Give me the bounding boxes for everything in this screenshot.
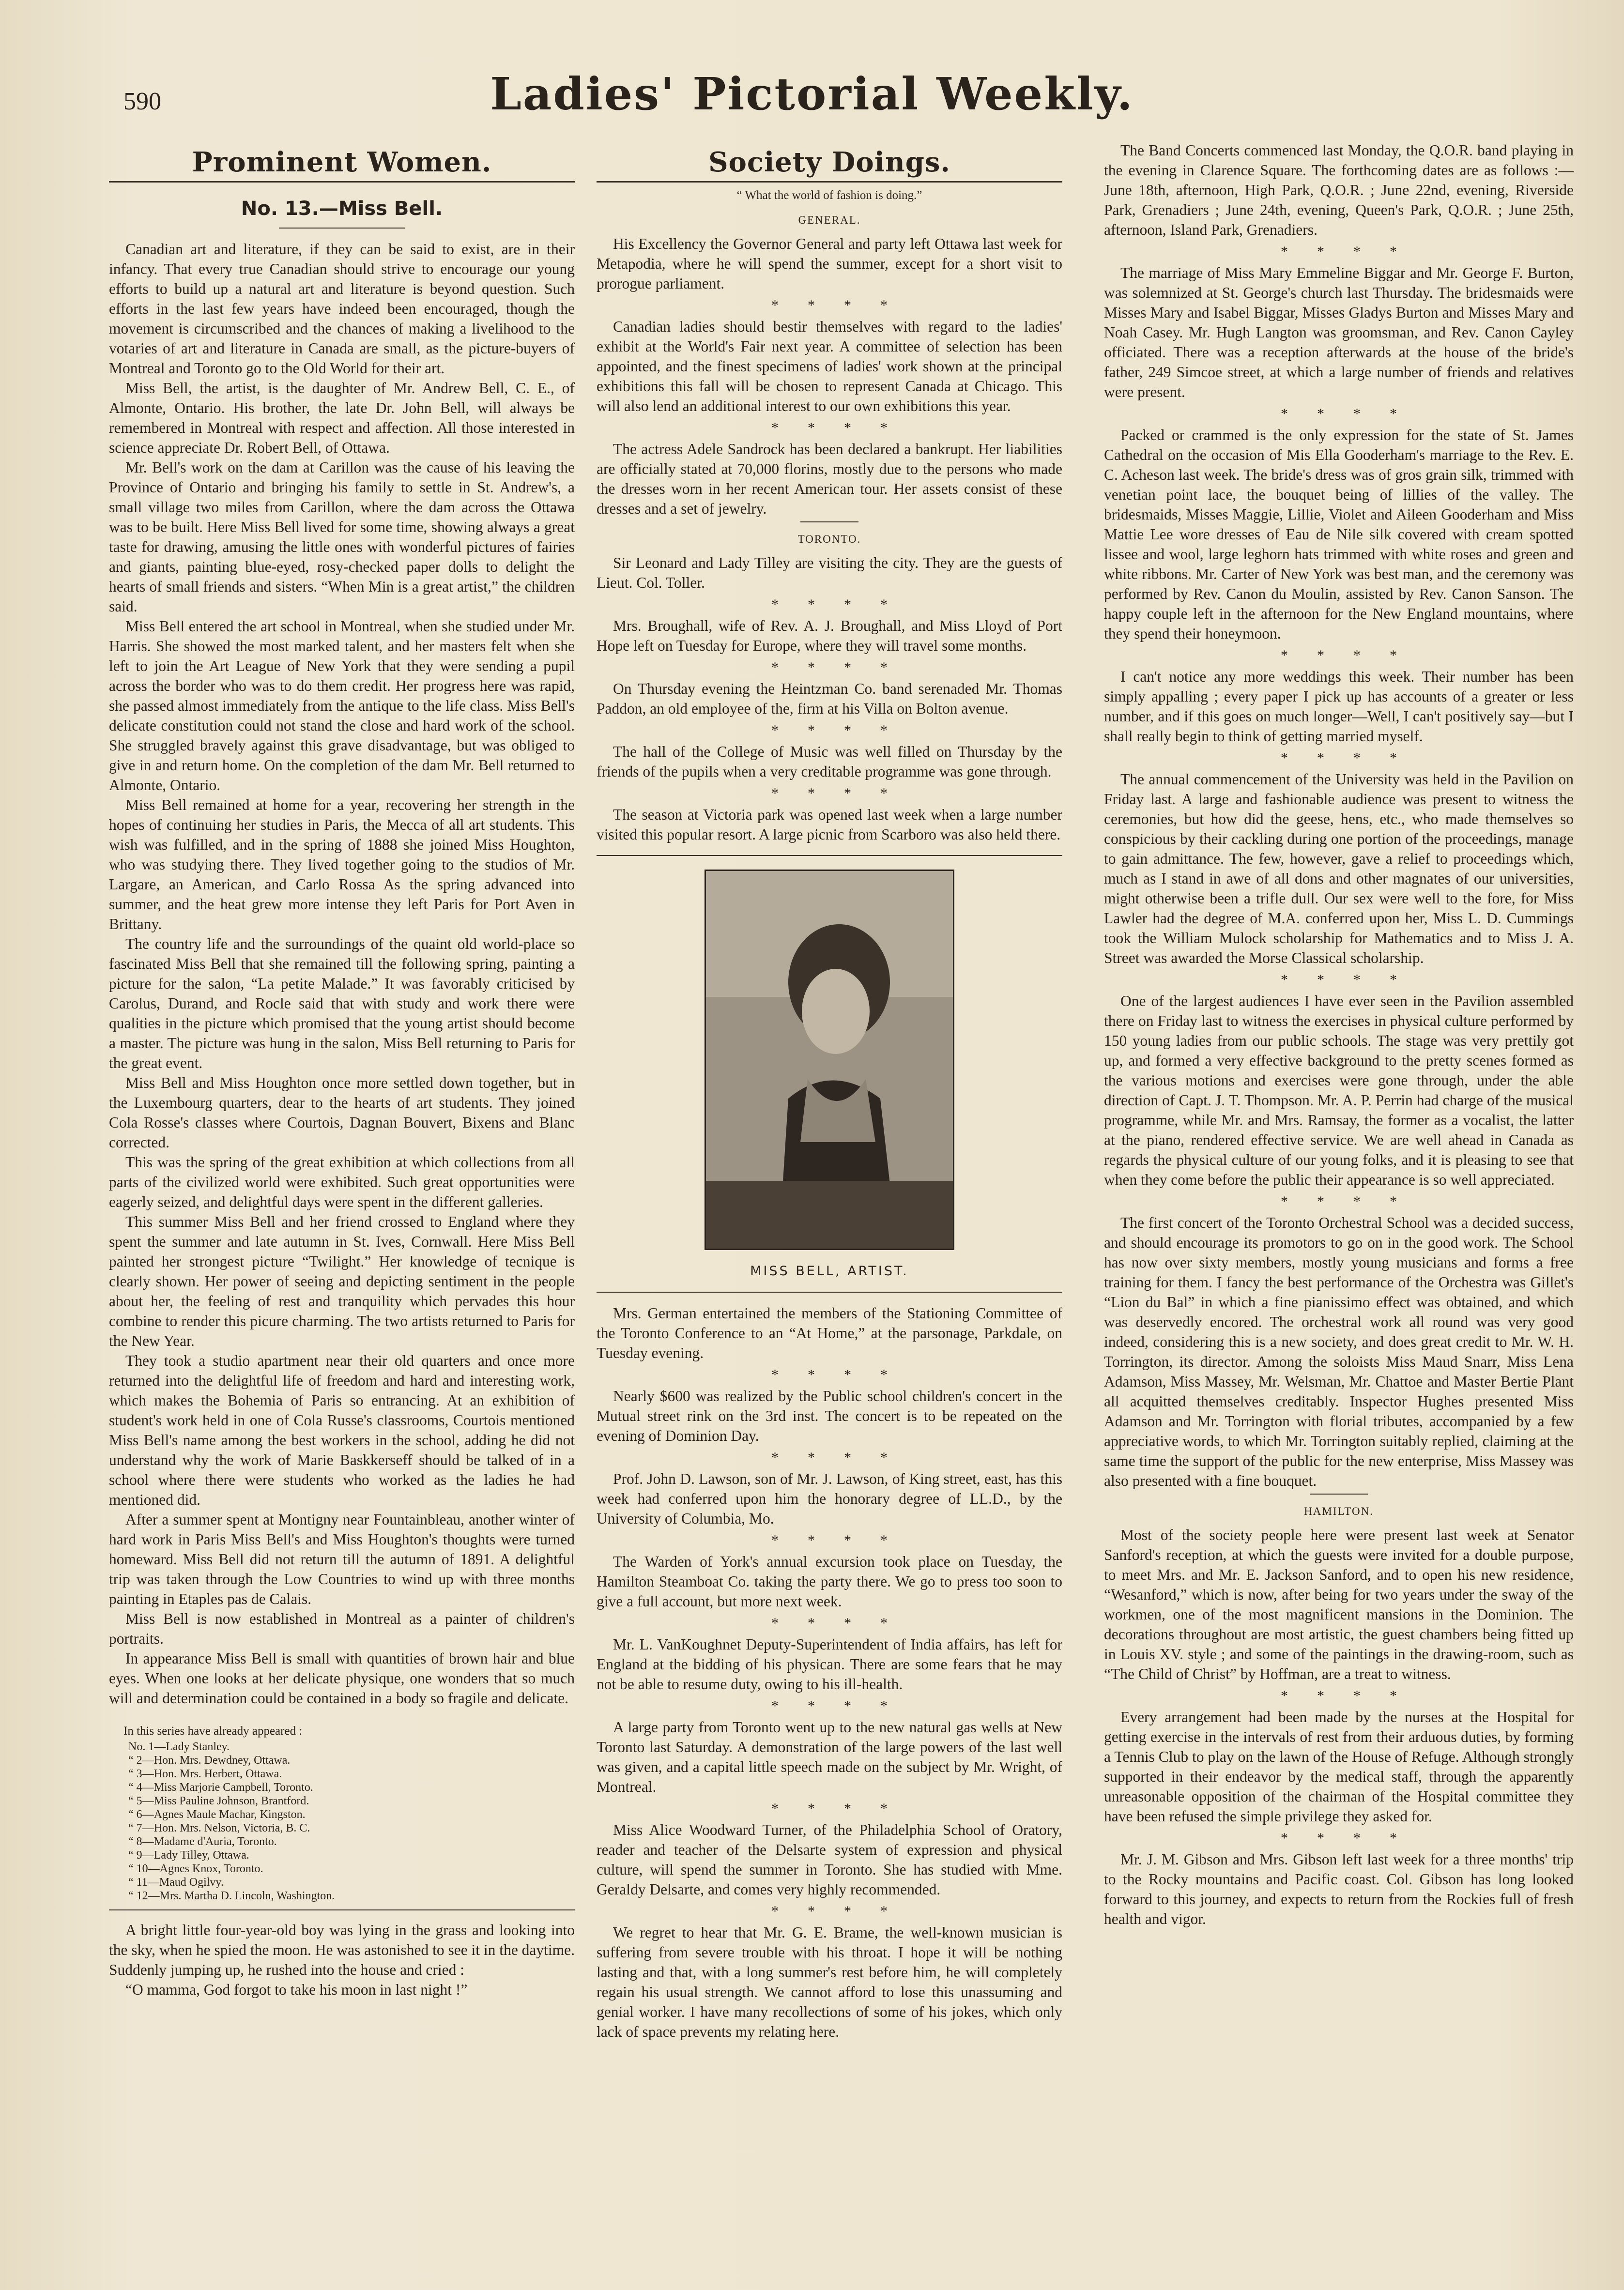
news-item: Nearly $600 was realized by the Public school children's concert in the Mutual street rink on the 3rd inst. The concert is to be repeated on the evening of Dominion Day. — [597, 1388, 1062, 1444]
section-title-society: Society Doings. — [708, 146, 950, 178]
title-rule — [597, 181, 1062, 183]
prominent-women-column — [109, 145, 575, 2000]
article-paragraph: This was the spring of the great exhibition at which collections from all parts of the civilized world were exhibited. Such great opportunities were eagerly seized, and delightful days were spent in the different galleries. — [109, 1154, 575, 1210]
anecdote-quote: “O mamma, God forgot to take his moon in last night !” — [125, 1981, 468, 1998]
asterism-separator: **** — [771, 1450, 917, 1466]
article-paragraph: The country life and the surroundings of the quaint old world-place so fascinated Miss Bell that she remained till the following spring, painting a picture for the salon, “La petite Malade.” It was favorably criticised by Carolus, Durand, and Rocle said that with study and work there were qualities in the picture which promised that the young artist should become a master. The picture was hung in the salon, Miss Bell returning to Paris for the great event. — [109, 935, 575, 1071]
asterism-separator: **** — [771, 1532, 917, 1548]
asterism-separator: **** — [771, 420, 917, 436]
society-continued-column — [1104, 140, 1574, 1929]
news-item: Mr. J. M. Gibson and Mrs. Gibson left last week for a three months' trip to the Rocky mountains and Pacific coast. Col. Gibson has long looked forward to this journey, and expects to return from the Rockies full of fresh health and vigor. — [1104, 1851, 1574, 1927]
article-paragraph: Miss Bell and Miss Houghton once more settled down together, but in the Luxembourg quarters, dear to the hearts of art students. They joined Cola Rosse's classes where Courtois, Dagnan Bouvert, Bixens and Blanc corrected. — [109, 1074, 575, 1151]
asterism-separator: **** — [771, 596, 917, 612]
news-item: I can't notice any more weddings this week. Their number has been simply appalling ; every paper I pick up has accounts of a greater or less number, and if this goes on much longer—Well, I can't positively say—but I shall really begin to think of getting married myself. — [1104, 668, 1574, 745]
article-paragraph: They took a studio apartment near their old quarters and once more returned into the delightful life of freedom and hard and interesting work, which makes the Bohemia of Paris so entrancing. At an exhibition of student's work held in one of Cola Russe's classrooms, Courtois mentioned Miss Bell's name among the best workers in the school, adding he did not understand why the work of Marie Baskkerseff should be talked of in a school where there were students who worked as the ladies he had mentioned did. — [109, 1352, 575, 1508]
asterism-separator: **** — [771, 1698, 917, 1714]
masthead-title: Ladies' Pictorial Weekly. — [490, 68, 1134, 120]
section-title-prominent: Prominent Women. — [192, 146, 492, 178]
news-item: We regret to hear that Mr. G. E. Brame, the well-known musician is suffering from severe trouble with his throat. I hope it will be nothing lasting and that, with a long summer's rest before him, he will completely regain his usual strength. We cannot afford to lose this unassuming and genial worker. I have many recollections of some of his jokes, which only lack of space prevents my relating here. — [597, 1924, 1062, 2040]
news-item: The first concert of the Toronto Orchestral School was a decided success, and should encourage its promotors to go on in the good work. The School has now over sixty members, mostly young musicians and forms a free training for them. I fancy the best performance of the Orchestra was Gillet's “Lion du Bal” in which a fine pianissimo effect was obtained, and which was deservedly encored. The orchestral work all round was very good indeed, considering this is a new society, and does great credit to Mr. W. H. Torrington, its director. Among the soloists Miss Maud Snarr, Miss Lena Adamson, Miss Massey, Mr. Welsman, Mr. Chattoe and Master Bertie Plant all acquitted themselves creditably. Inspector Hughes presented Miss Adamson and Mr. Torrington with florial tributes, accompanied by a few appreciative words, to which Mr. Torrington suitably replied, claiming at the same time the support of the public for the new enterprise, Miss Massey was also presented with a fine bouquet. — [1104, 1214, 1574, 1489]
subheading-general: GENERAL. — [798, 214, 861, 226]
news-item: Most of the society people here were present last week at Senator Sanford's reception, at which the guests were invited for a double purpose, to meet Mrs. and Mr. E. Jackson Sanford, and to open his new residence, “Wesanford,” which is now, after being for two years under the sway of the workmen, one of the most magnificent mansions in the Dominion. The decorations throughout are most artistic, the guest chambers being fitted up in Louis XV. style ; and some of the paintings in the drawing-room, such as “The Child of Christ” by Hoffman, are a treat to witness. — [1104, 1527, 1574, 1682]
news-item: Canadian ladies should bestir themselves with regard to the ladies' exhibit at the World's Fair next year. A committee of selection has been appointed, and the finest specimens of ladies' work shown at the principal exhibitions this fall will be chosen to represent Canada at Chicago. This will also lend an additional interest to our own exhibitions this year. — [597, 318, 1062, 414]
title-rule — [109, 181, 575, 183]
subheading-rule — [1310, 1494, 1368, 1495]
article-paragraph: Mr. Bell's work on the dam at Carillon was the cause of his leaving the Province of Ontario and bringing his family to settle in St. Andrew's, a small village two miles from Carillon, where the dam across the Ottawa was to be built. Here Miss Bell lived for some time, showing always a great taste for drawing, amusing the little ones with wonderful pictures of fairies and giants, painting blue-eyed, rosy-checked paper dolls to delight the hearts of small friends and sisters. “When Min is a great artist,” the children said. — [109, 459, 575, 615]
news-item: Every arrangement had been made by the nurses at the Hospital for getting exercise in the intervals of rest from their arduous duties, by forming a Tennis Club to play on the lawn of the House of Refuge. Although strongly supported in their endeavor by the medical staff, through the apparently unreasonable opposition of the chairman of the Hospital committee they have been refused the simple privilege they asked for. — [1104, 1709, 1574, 1825]
asterism-separator: **** — [771, 1367, 917, 1383]
article-paragraph: Miss Bell remained at home for a year, recovering her strength in the hopes of continuing her studies in Paris, the Mecca of all art students. This wish was fulfilled, and in the spring of 1888 she joined Miss Houghton, who was studying there. They lived together going to the studios of Mr. Largare, an American, and Carlo Rossa As the spring advanced into summer, and the heat grew more intense they left Paris for Port Aven in Brittany. — [109, 796, 575, 932]
series-list-item: “ 12—Mrs. Martha D. Lincoln, Washington. — [128, 1890, 335, 1902]
article-paragraph: In appearance Miss Bell is small with quantities of brown hair and blue eyes. When one looks at her delicate physique, one wonders that so much will and determination could be contained in a body so fragile and delicate. — [109, 1650, 575, 1707]
asterism-separator: **** — [1281, 406, 1426, 422]
news-item: Prof. John D. Lawson, son of Mr. J. Lawson, of King street, east, has this week had conferred upon him the honorary degree of LL.D., by the University of Columbia, Mo. — [597, 1470, 1062, 1527]
news-item: Miss Alice Woodward Turner, of the Philadelphia School of Oratory, reader and teacher of the Delsarte system of expression and physical culture, will spend the summer in Toronto. She has studied with Mme. Geraldy Delsarte, and comes very highly recommended. — [597, 1821, 1062, 1898]
article-paragraph: Miss Bell is now established in Montreal as a painter of children's portraits. — [109, 1610, 575, 1647]
series-list-item: “ 2—Hon. Mrs. Dewdney, Ottawa. — [128, 1754, 291, 1767]
subheading-toronto: TORONTO. — [797, 533, 861, 545]
portrait-caption: MISS BELL, ARTIST. — [750, 1264, 909, 1279]
portrait-block — [597, 870, 1062, 1281]
asterism-separator: **** — [771, 1615, 917, 1631]
news-item: The season at Victoria park was opened last week when a large number visited this popular resort. A large picnic from Scarboro was also held there. — [597, 806, 1062, 843]
asterism-separator: **** — [771, 659, 917, 675]
asterism-separator: **** — [1281, 1193, 1426, 1209]
news-item: Mrs. Broughall, wife of Rev. A. J. Broughall, and Miss Lloyd of Port Hope left on Tuesday for Europe, where they will travel some months. — [597, 617, 1062, 654]
series-list-item: “ 3—Hon. Mrs. Herbert, Ottawa. — [128, 1768, 282, 1780]
series-list-title: In this series have already appeared : — [123, 1725, 303, 1738]
series-list-item: “ 5—Miss Pauline Johnson, Brantford. — [128, 1795, 309, 1807]
asterism-separator: **** — [771, 722, 917, 738]
asterism-separator: **** — [1281, 750, 1426, 766]
series-list-item: “ 11—Maud Ogilvy. — [128, 1876, 224, 1889]
asterism-separator: **** — [771, 785, 917, 801]
news-item: Mr. L. VanKoughnet Deputy-Superintendent of India affairs, has left for England at the bidding of his physican. There are some fears that he may not be able to resume duty, owing to his ill-health. — [597, 1636, 1062, 1693]
subtitle-rule — [279, 228, 405, 229]
series-list-item: “ 7—Hon. Mrs. Nelson, Victoria, B. C. — [128, 1822, 310, 1834]
article-paragraph: Canadian art and literature, if they can be said to exist, are in their infancy. That every true Canadian should strive to encourage our young efforts to build up a natural art and literature is beyond question. Such efforts in the last few years have indeed been encouraged, though the movement is circumscribed and the chances of making a livelihood to the votaries of art and literature in Canada are small, as the picture-buyers of Montreal and Toronto go to the Old World for their art. — [109, 241, 575, 377]
portrait-photo — [705, 870, 954, 1250]
society-doings-column — [597, 145, 1062, 2042]
news-item: One of the largest audiences I have ever seen in the Pavilion assembled there on Friday last to witness the exercises in physical culture performed by 150 young ladies from our public schools. The stage was very prettily got up, and formed a very effective background to the pretty scenes formed as the various motions and exercises were gone through, under the able direction of Capt. J. T. Thompson. Mr. A. P. Perrin had charge of the musical programme, while Mr. and Mrs. Ramsay, the former as a vocalist, the latter at the piano, rendered effective service. We are well ahead in Canada as regards the physical culture of our young folks, and it is pleasing to see that when they come before the public their appearance is so well appreciated. — [1104, 992, 1574, 1188]
news-item: The Band Concerts commenced last Monday, the Q.O.R. band playing in the evening in Clarence Square. The forthcoming dates are as follows :—June 18th, afternoon, High Park, Q.O.R. ; June 22nd, evening, Riverside Park, Grenadiers ; June 24th, evening, Queen's Park, Q.O.R. ; June 25th, afternoon, Island Park, Grenadiers. — [1104, 142, 1574, 238]
news-item: The actress Adele Sandrock has been declared a bankrupt. Her liabilities are officially stated at 70,000 florins, mostly due to the persons who made the dresses worn in her recent American tour. Her assets consist of these dresses and a set of jewelry. — [597, 441, 1062, 517]
asterism-separator: **** — [771, 1801, 917, 1817]
series-rule — [109, 1909, 575, 1910]
news-item: The hall of the College of Music was well filled on Thursday by the friends of the pupils when a very creditable programme was gone through. — [597, 743, 1062, 780]
series-list-item: No. 1—Lady Stanley. — [128, 1740, 230, 1753]
asterism-separator: **** — [1281, 972, 1426, 988]
portrait-top-rule — [597, 855, 1062, 856]
news-item: A large party from Toronto went up to the new natural gas wells at New Toronto last Saturday. A demonstration of the large powers of the last well was given, and a capital little speech made on the subject by Mr. Wright, of Montreal. — [597, 1719, 1062, 1795]
page-number: 590 — [123, 88, 161, 115]
news-item: On Thursday evening the Heintzman Co. band serenaded Mr. Thomas Paddon, an old employee of the, firm at his Villa on Bolton avenue. — [597, 680, 1062, 717]
news-item: The Warden of York's annual excursion took place on Tuesday, the Hamilton Steamboat Co. taking the party there. We go to press too soon to give a full account, but more next week. — [597, 1553, 1062, 1610]
article-paragraph: Miss Bell entered the art school in Montreal, when she studied under Mr. Harris. She showed the most marked talent, and her masters felt when she left to join the Art League of New York that they were sending a pupil across the border who was to do them credit. Her progress here was rapid, she passed almost immediately from the antique to the life class. Miss Bell's delicate constitution could not stand the close and hard work of the school. She struggled bravely against this grave disadvantage, but was obliged to give in and return home. On the completion of the dam Mr. Bell returned to Almonte, Ontario. — [109, 618, 575, 794]
asterism-separator: **** — [1281, 1688, 1426, 1704]
series-list-item: “ 10—Agnes Knox, Toronto. — [128, 1863, 263, 1875]
article-subtitle: No. 13.—Miss Bell. — [241, 198, 443, 220]
series-list-item: “ 8—Madame d'Auria, Toronto. — [128, 1835, 277, 1848]
series-list-item: “ 9—Lady Tilley, Ottawa. — [128, 1849, 249, 1862]
asterism-separator: **** — [1281, 647, 1426, 663]
news-item: His Excellency the Governor General and party left Ottawa last week for Metapodia, where he will spend the summer, except for a short visit to prorogue parliament. — [597, 235, 1062, 292]
news-item: Packed or crammed is the only expression for the state of St. James Cathedral on the occasion of Mis Ella Gooderham's marriage to the Rev. E. C. Acheson last week. The bride's dress was of gros grain silk, trimmed with venetian point lace, the bouquet being of lillies of the valley. The bridesmaids, Misses Maggie, Lillie, Violet and Aileen Gooderham and Miss Mattie Lee wore dresses of Eau de Nile silk covered with cream spotted lissee and wool, large leghorn hats trimmed with white roses and green and white ribbons. Mr. Carter of New York was best man, and the ceremony was performed by Rev. Canon du Moulin, assisted by Rev. Canon Sanson. The happy couple left in the afternoon for the New England mountains, where they spend their honeymoon. — [1104, 427, 1574, 642]
asterism-separator: **** — [771, 1903, 917, 1919]
series-list — [123, 1725, 575, 1903]
anecdote-paragraph: A bright little four-year-old boy was lying in the grass and looking into the sky, when he spied the moon. He was astonished to see it in the daytime. Suddenly jumping up, he rushed into the house and cried : — [109, 1922, 575, 1978]
asterism-separator: **** — [1281, 244, 1426, 260]
section-tagline: “ What the world of fashion is doing.” — [736, 189, 922, 202]
news-item: The marriage of Miss Mary Emmeline Biggar and Mr. George F. Burton, was solemnized at St. George's church last Thursday. The bridesmaids were Misses Mary and Isabel Biggar, Misses Gladys Burton and Misses Mary and Noah Casey. Mr. Hugh Langton was groomsman, and Rev. Canon Cayley officiated. There was a reception afterwards at the house of the bride's father, 249 Simcoe street, at which a large number of friends and relatives were present. — [1104, 264, 1574, 400]
news-item: The annual commencement of the University was held in the Pavilion on Friday last. A large and fashionable audience was present to witness the ceremonies, but how did the geese, hens, etc., who made themselves so conspicious by their cackling during one portion of the proceedings, manage to gain admittance. The few, however, gave a relief to proceedings which, much as I stand in awe of all dons and other magnates of our universities, might otherwise been a trifle dull. Our sex were well to the fore, for Miss Lawler had the degree of M.A. conferred upon her, Miss L. D. Cummings took the William Mulock scholarship for Mathematics and to Miss J. A. Street was awarded the Morse Classical scholarship. — [1104, 771, 1574, 966]
series-list-item: “ 4—Miss Marjorie Campbell, Toronto. — [128, 1781, 313, 1794]
article-paragraph: Miss Bell, the artist, is the daughter of Mr. Andrew Bell, C. E., of Almonte, Ontario. His brother, the late Dr. John Bell, will always be remembered in Montreal with respect and affection. All those interested in science appreciate Dr. Robert Bell, of Ottawa. — [109, 380, 575, 456]
subheading-rule — [800, 521, 858, 522]
subheading-hamilton: HAMILTON. — [1304, 1505, 1374, 1517]
asterism-separator: **** — [771, 297, 917, 313]
news-item: Mrs. German entertained the members of the Stationing Committee of the Toronto Conference to an “At Home,” at the parsonage, Parkdale, on Tuesday evening. — [597, 1305, 1062, 1361]
news-item: Sir Leonard and Lady Tilley are visiting the city. They are the guests of Lieut. Col. Toller. — [597, 554, 1062, 591]
article-paragraph: After a summer spent at Montigny near Fountainbleau, another winter of hard work in Paris Miss Bell's and Miss Houghton's thoughts were turned homeward. Miss Bell did not return till the autumn of 1891. A delightful trip was taken through the Low Countries to wind up with three months painting in Etaples pas de Calais. — [109, 1511, 575, 1607]
portrait-bottom-rule — [597, 1292, 1062, 1293]
article-paragraph: This summer Miss Bell and her friend crossed to England where they spent the summer and late autumn in St. Ives, Cornwall. Here Miss Bell painted her strongest picture “Twilight.” Her knowledge of tecnique is clearly shown. Her power of seeing and depicting sentiment in the people about her, the feeling of rest and tranquility which pervades this hour combine to render this picure charming. The two artists returned to Paris for the New Year. — [109, 1213, 575, 1349]
series-list-item: “ 6—Agnes Maule Machar, Kingston. — [128, 1808, 306, 1821]
asterism-separator: **** — [1281, 1830, 1426, 1846]
